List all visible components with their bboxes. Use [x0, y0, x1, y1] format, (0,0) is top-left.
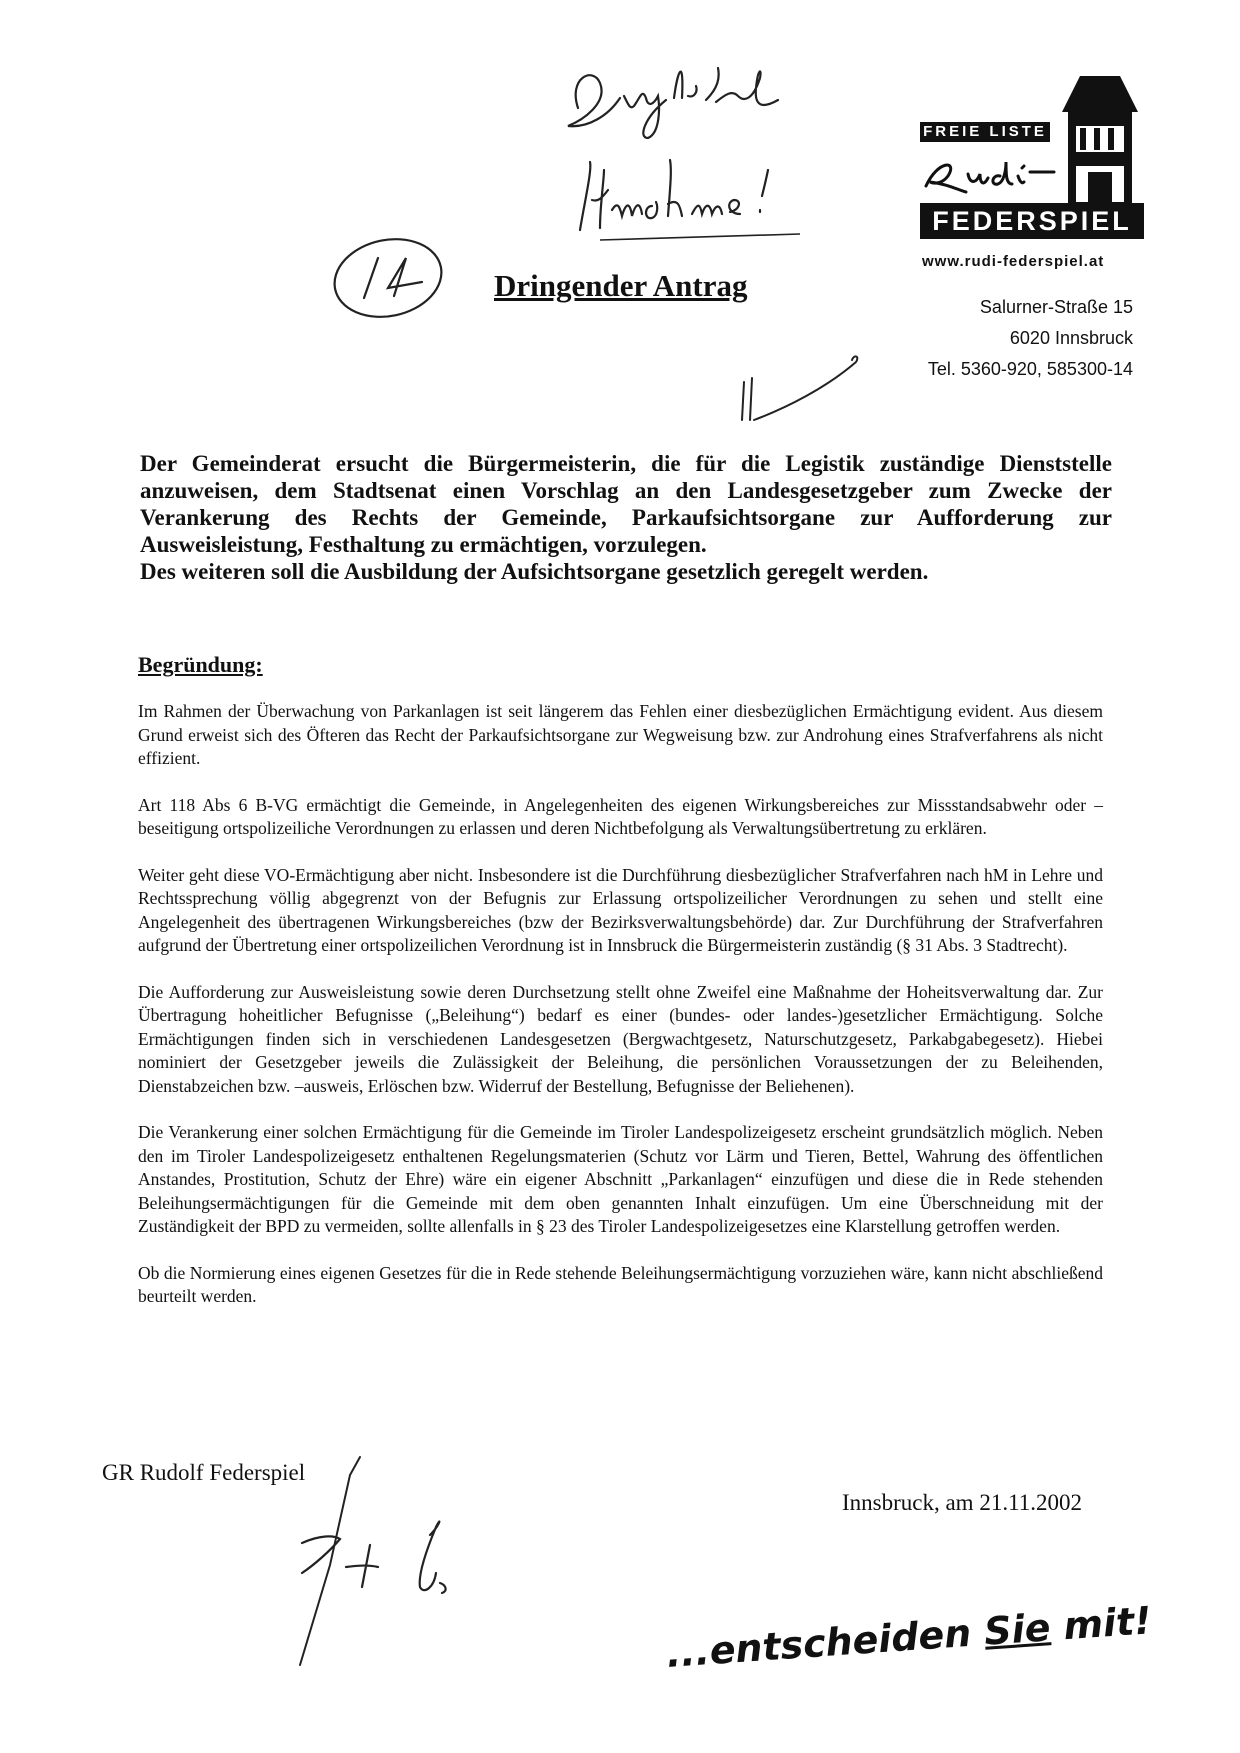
body-paragraph: Die Aufforderung zur Ausweisleistung sowie deren Durchsetzung stellt ohne Zweifel eine Maßnahme der Hoheitsverwaltung dar. Zur Übertragung hoheitlicher Befugnisse („Beleihung“) bedarf es einer (bundes- oder landes-)gesetzlicher Ermächtigung. Solche Ermächtigungen finden sich in verschiedenen Landesgesetzen (Bergwachtgesetz, Naturschutzgesetz, Parkabgabegesetz). Hiebei nominiert der Gesetzgeber jeweils die Zulässigkeit der Beleihung, die persönlichen Voraussetzungen der zu Beleihenden, Dienstabzeichen bzw. –ausweis, Erlöschen bzw. Widerruf der Bestellung, Befugnisse der Beliehenen). [138, 981, 1103, 1096]
slogan-suffix: mit! [1061, 1598, 1153, 1649]
campaign-slogan [665, 1598, 1153, 1676]
address-city: 6020 Innsbruck [1009, 328, 1133, 348]
place-and-date: Innsbruck, am 21.11.2002 [842, 1490, 1082, 1515]
sender-address [928, 292, 1133, 385]
signatory-name: GR Rudolf Federspiel [102, 1460, 306, 1485]
handwritten-note-annahme [560, 150, 820, 250]
request-paragraph: Des weiteren soll die Ausbildung der Aufsichtsorgane gesetzlich geregelt werden. [140, 559, 929, 584]
slogan-emphasis: Sie [982, 1605, 1052, 1654]
handwritten-signature [250, 1455, 510, 1675]
building-icon [1050, 76, 1150, 206]
body-paragraph: Ob die Normierung eines eigenen Gesetzes für die in Rede stehende Beleihungsermächtigung vorzuziehen wäre, kann nicht abschließend beurteilt werden. [138, 1262, 1103, 1306]
document-title: Dringender Antrag [494, 268, 748, 303]
handwritten-note-dringlich [548, 38, 808, 148]
website-link[interactable]: www.rudi-federspiel.at [922, 253, 1105, 270]
address-phone: Tel. 5360-920, 585300-14 [927, 359, 1133, 379]
body-paragraph: Die Verankerung einer solchen Ermächtigung für die Gemeinde im Tiroler Landespolizeigesetz erscheint grundsätzlich möglich. Neben den im Tiroler Landespolizeigesetz enthaltenen Regelungsmaterien (Schutz vor Lärm und Tieren, Bettel, Wahrung des öffentlichen Anstandes, Prostitution, Schutz der Ehre) wäre ein eigener Abschnitt „Parkanlagen“ einzufügen und diese die in Rede stehenden Beleihungsermächtigungen für die Gemeinde mit dem oben genannten Inhalt einzufügen. Um eine Überschneidung mit der Zuständigkeit der BPD zu vermeiden, sollte allenfalls in § 23 des Tiroler Landespolizeigesetzes eine Klarstellung getroffen werden. [138, 1122, 1103, 1236]
address-street: Salurner-Straße 15 [979, 297, 1133, 317]
logo-script-rudi [918, 154, 1058, 198]
body-paragraph: Weiter geht diese VO-Ermächtigung aber nicht. Insbesondere ist die Durchführung diesbezüglicher Strafverfahren nach hM in Lehre und Rechtssprechung völlig abgegrenzt von der Befugnis zur Erlassung ortspolizeilicher Verordnungen zu sehen und stellt eine Angelegenheit des übertragenen Wirkungsbereiches (bzw der Bezirksverwaltungsbehörde) dar. Zur Durchführung der Strafverfahren aufgrund der Übertretung einer ortspolizeilichen Verordnung ist in Innsbruck die Bürgermeisterin zuständig (§ 31 Abs. 3 Stadtrecht). [138, 864, 1103, 955]
handwritten-mark [736, 348, 866, 428]
logo-federspiel: FEDERSPIEL [920, 203, 1144, 239]
body-paragraph: Art 118 Abs 6 B-VG ermächtigt die Gemeinde, in Angelegenheiten des eigenen Wirkungsbereiches zur Missstandsabwehr oder –beseitigung ortspolizeiliche Verordnungen zu erlassen und deren Nichtbefolgung als Verwaltungsübertretung zu erklären. [138, 794, 1103, 838]
body-paragraph: Im Rahmen der Überwachung von Parkanlagen ist seit längerem das Fehlen einer diesbezüglichen Ermächtigung evident. Aus diesem Grund erweist sich des Öfteren das Recht der Parkaufsichtsorgane zur Wegweisung bzw. zur Androhung eines Strafverfahrens als nicht effizient. [138, 701, 1103, 768]
request-text [140, 450, 1112, 585]
justification-heading: Begründung: [138, 652, 263, 677]
justification-body [138, 700, 1103, 1332]
request-paragraph: Der Gemeinderat ersucht die Bürgermeisterin, die für die Legistik zuständige Dienststelle anzuweisen, dem Stadtsenat einen Vorschlag an den Landesgesetzgeber zum Zwecke der Verankerung des Rechts der Gemeinde, Parkaufsichtsorgane zur Aufforderung zur Ausweisleistung, Festhaltung zu ermächtigen, vorzulegen. [140, 451, 1112, 557]
handwritten-circled-number [326, 232, 456, 322]
logo-freie-liste: FREIE LISTE [920, 122, 1050, 142]
freie-liste-logo [918, 76, 1148, 236]
slogan-prefix: ...entscheiden [664, 1610, 973, 1676]
